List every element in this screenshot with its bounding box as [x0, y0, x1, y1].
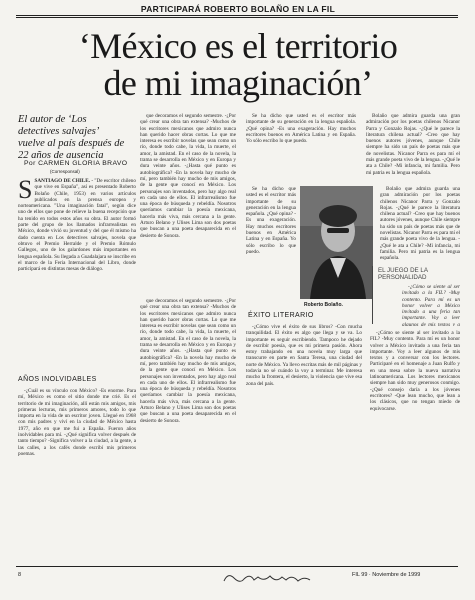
handwritten-signature: [220, 568, 315, 588]
drop-cap: S: [18, 178, 33, 204]
side-box-title: EL JUEGO DE LA PERSONALIDAD: [378, 267, 428, 281]
article-column-3-top: [246, 113, 356, 183]
headline: [18, 28, 458, 102]
page-number: 8: [18, 572, 22, 578]
subhead-exito-literario: ÉXITO LITERARIO: [248, 312, 314, 319]
byline-note: (Corresponsal): [50, 169, 80, 174]
side-box-paragraph: -¿Cómo se siente al ser invitado a la FIL? -Muy contento. Para mí es un honor volver a México invitado a una feria tan importante. Voy a leer algunos de mis textos y a: [402, 284, 460, 326]
col3-top-paragraph: Se ha dicho que usted es el escritor más importante de su generación en la lengua española. ¿Qué opina? -Es una exageración. Hay muchos escritores buenos en América Latina y en España. Yo sólo escribo lo que puedo.: [246, 113, 356, 145]
article-column-4-top: [366, 113, 460, 183]
article-column-1-bottom: [18, 388, 136, 560]
article-column-4-bottom: [370, 330, 460, 562]
col3-bottom-paragraph: -¿Cómo vive el éxito de sus libros? -Con mucha tranquilidad. El éxito es algo que llega y se va. Lo importante es seguir escribiendo. Tampoco he dejado de escribir poesía, que es mi primera pasión. Ahora estoy trabajando en una novela muy larga que transcurre en parte en Santa Teresa, una ciudad del norte de México. Ya llevo escritas más de mil páginas y todavía no sé cuándo la voy a terminar. Me interesa mucho la frontera, el desierto, la violencia que vive esa zona del país.: [246, 324, 362, 387]
side-box-rule: [372, 266, 373, 324]
col1-paragraph: - "De escritor chileno que vive en España", así es presentado Roberto Bolaño (Chile, 1953) en varios artículos publicados en la prensa europea y norteamericana. "Una imaginación fatal", según dice uno de ellos que pone de relieve la buena recepción que ha tenido en todos estos años su obra. El autor formó parte del grupo de los llamados infrarrealistas en México, donde vivió su juventud y del que él mismo ha dado cuenta en Los detectives salvajes, novela que obtuvo el Premio Herralde y el Premio Rómulo Gallegos, uno de los galardones más importantes en lengua española. Su llegada a Guadalajara se inscribe en el marco de la Feria Internacional del Libro, donde participará en distintas mesas de diálogo.: [18, 178, 136, 273]
col2-paragraph: que decoramos el segundo semestre. -¿Por qué crear una obra tan extensa? -Muchos de los escritores mexicanos que admiro nunca han querido hacer obras cortas. Lo que me interesa es escribir novelas que sean como un río, donde todo cabe, la vida, la muerte, el amor, la amistad. En el caso de la novela, la trama se desarrolla en México y en Europa y dura veinte años. -¿Hasta qué punto es autobiográfica? -En la novela hay mucho de mí, pero también hay mucho de mis amigos, de la gente que conocí en México. Los personajes son inventados, pero hay algo real en cada uno de ellos. El infrarrealismo fue una época de búsqueda y rebeldía. Nosotros queríamos cambiar la poesía mexicana, hacerla más viva, más cercana a la gente. Arturo Belano y Ulises Lima son dos poetas que buscan a una poeta desaparecida en el desierto de Sonora.: [140, 113, 236, 239]
author-photo: [300, 186, 373, 299]
kicker: PARTICIPARÁ ROBERTO BOLAÑO EN LA FIL: [140, 4, 336, 14]
author-portrait-image: [300, 186, 373, 299]
lead-location: SANTIAGO DE CHILE.: [34, 178, 90, 184]
headline-line-2: de mi imaginación’: [103, 63, 373, 103]
article-column-3-bottom: [246, 324, 362, 560]
headline-line-1: ‘México es el territorio: [78, 26, 398, 66]
footer-rule: [16, 566, 458, 567]
footer-date: FIL 99 · Noviembre de 1999: [352, 572, 421, 578]
article-column-1: [18, 178, 136, 373]
photo-caption: Roberto Bolaño.: [304, 302, 343, 308]
header-rule: [16, 15, 458, 16]
deck: El autor de ‘Los detectives salvajes’ vuelve al país después de 22 años de ausencia: [18, 114, 125, 161]
article-column-4-mid: [380, 186, 460, 261]
col3-side-paragraph: Se ha dicho que usted es el escritor más importante de su generación en la lengua española. ¿Qué opina? -Es una exageración. Hay muchos escritores buenos en América Latina y en España. Yo sólo escribo lo que puedo.: [246, 186, 296, 255]
col2-bottom-paragraph: que decoramos el segundo semestre. -¿Por qué crear una obra tan extensa? -Muchos de los escritores mexicanos que admiro nunca han querido hacer obras cortas. Lo que me interesa es escribir novelas que sean como un río, donde todo cabe, la vida, la muerte, el amor, la amistad. En el caso de la novela, la trama se desarrolla en México y en Europa y dura veinte años. -¿Hasta qué punto es autobiográfica? -En la novela hay mucho de mí, pero también hay mucho de mis amigos, de la gente que conocí en México. Los personajes son inventados, pero hay algo real en cada uno de ellos. El infrarrealismo fue una época de búsqueda y rebeldía. Nosotros queríamos cambiar la poesía mexicana, hacerla más viva, más cercana a la gente. Arturo Belano y Ulises Lima son dos poetas que buscan a una poeta desaparecida en el desierto de Sonora.: [140, 298, 236, 424]
col4-top-paragraph: Bolaño que admira guarda una gran admiración por los poetas chilenos Nicanor Parra y Gonzalo Rojas. -¿Qué le parece la literatura chilena actual? -Creo que hay buenos autores jóvenes, aunque Chile siempre ha sido un país de poetas más que de novelistas. Nicanor Parra es para mí el más grande poeta vivo de la lengua. -¿Qué le ata a Chile? -Mi infancia, mi familia. Pero mi patria es la lengua española.: [366, 113, 460, 176]
subhead-anos-inolvidables: AÑOS INOLVIDABLES: [18, 376, 97, 383]
article-column-2-bottom: [140, 298, 236, 560]
article-column-2: [140, 113, 236, 293]
col1-bottom-paragraph: -¿Cuál es su vínculo con México? -Es enorme. Para mí, México es como el sitio donde me crié. Es el territorio de mi imaginación, allí están mis amigos, mis primeras lecturas, mis primeros amores, todo lo que importa en la vida de un escritor joven. Llegué en 1968 con mis padres y viví en la ciudad de México hasta 1977, año en que me fui a España. Fueron años inolvidables para mí. -¿Qué significa volver después de tanto tiempo? -Significa volver a la ciudad, a la gente, a las calles, a los cafés donde escribí mis primeros poemas.: [18, 388, 136, 457]
col4-bottom-paragraph: -¿Cómo se siente al ser invitado a la FIL? -Muy contento. Para mí es un honor volver a México invitado a una feria tan importante. Voy a leer algunos de mis textos y a conversar con los lectores. Participaré en el homenaje a Juan Rulfo y en una mesa sobre la nueva narrativa latinoamericana. Los lectores mexicanos siempre han sido muy generosos conmigo. -¿Qué consejo daría a los jóvenes escritores? -Que lean mucho, que lean a los clásicos, que no tengan miedo de equivocarse.: [370, 330, 460, 412]
article-column-3-photo-side: [246, 186, 296, 300]
col4-mid-paragraph: Bolaño que admira guarda una gran admiración por los poetas chilenos Nicanor Parra y Gonzalo Rojas. -¿Qué le parece la literatura chilena actual? -Creo que hay buenos autores jóvenes, aunque Chile siempre ha sido un país de poetas más que de novelistas. Nicanor Parra es para mí el más grande poeta vivo de la lengua. -¿Qué le ata a Chile? -Mi infancia, mi familia. Pero mi patria es la lengua española.: [380, 186, 460, 261]
byline: Por CARMEN GLORIA BRAVO: [24, 160, 128, 167]
side-box-text: [402, 284, 460, 326]
header-rule-thin: [16, 17, 458, 18]
